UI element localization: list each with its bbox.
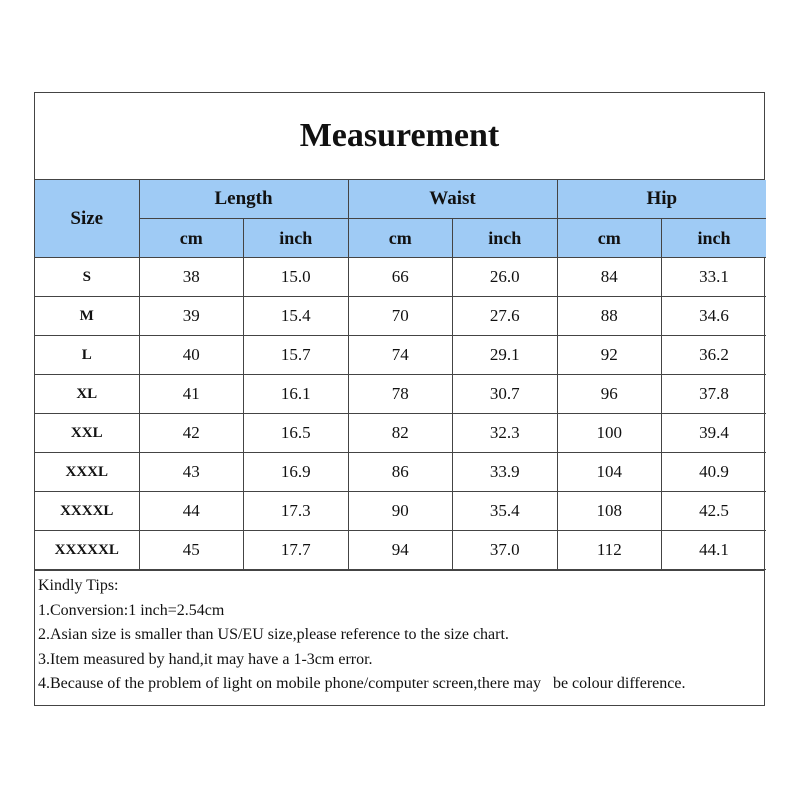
value-cell: 40 [139, 336, 244, 375]
header-unit: inch [244, 219, 349, 258]
value-cell: 27.6 [453, 297, 558, 336]
size-cell: XXXL [35, 453, 139, 492]
size-cell: XXXXXL [35, 531, 139, 570]
tip-line: 4.Because of the problem of light on mobile phone/computer screen,there may be colour difference. [38, 675, 686, 692]
value-cell: 41 [139, 375, 244, 414]
value-cell: 38 [139, 258, 244, 297]
value-cell: 15.7 [244, 336, 349, 375]
header-length: Length [139, 180, 348, 219]
value-cell: 29.1 [453, 336, 558, 375]
value-cell: 39.4 [662, 414, 767, 453]
value-cell: 16.1 [244, 375, 349, 414]
value-cell: 17.7 [244, 531, 349, 570]
size-cell: XXXXL [35, 492, 139, 531]
tips-section [35, 570, 764, 705]
value-cell: 32.3 [453, 414, 558, 453]
value-cell: 86 [348, 453, 453, 492]
value-cell: 30.7 [453, 375, 558, 414]
value-cell: 17.3 [244, 492, 349, 531]
value-cell: 40.9 [662, 453, 767, 492]
value-cell: 104 [557, 453, 662, 492]
size-cell: XL [35, 375, 139, 414]
value-cell: 16.5 [244, 414, 349, 453]
value-cell: 82 [348, 414, 453, 453]
header-unit: inch [453, 219, 558, 258]
header-row-units [35, 219, 766, 258]
value-cell: 45 [139, 531, 244, 570]
size-cell: L [35, 336, 139, 375]
table-row [35, 531, 766, 570]
value-cell: 74 [348, 336, 453, 375]
header-hip: Hip [557, 180, 766, 219]
tip-line: 3.Item measured by hand,it may have a 1-3cm error. [38, 650, 373, 668]
size-cell: M [35, 297, 139, 336]
value-cell: 90 [348, 492, 453, 531]
table-row [35, 492, 766, 531]
value-cell: 66 [348, 258, 453, 297]
value-cell: 37.8 [662, 375, 767, 414]
header-waist: Waist [348, 180, 557, 219]
header-unit: inch [662, 219, 767, 258]
tip-line: 1.Conversion:1 inch=2.54cm [38, 601, 225, 619]
value-cell: 26.0 [453, 258, 558, 297]
size-cell: S [35, 258, 139, 297]
value-cell: 44.1 [662, 531, 767, 570]
table-row [35, 375, 766, 414]
header-unit: cm [557, 219, 662, 258]
tip-line: 2.Asian size is smaller than US/EU size,please reference to the size chart. [38, 626, 509, 643]
header-row-groups [35, 180, 766, 219]
size-cell: XXL [35, 414, 139, 453]
tips-heading: Kindly Tips: [38, 577, 119, 594]
size-table [35, 180, 766, 570]
value-cell: 35.4 [453, 492, 558, 531]
value-cell: 33.9 [453, 453, 558, 492]
value-cell: 42 [139, 414, 244, 453]
value-cell: 36.2 [662, 336, 767, 375]
value-cell: 15.4 [244, 297, 349, 336]
header-size: Size [35, 180, 139, 258]
value-cell: 78 [348, 375, 453, 414]
value-cell: 15.0 [244, 258, 349, 297]
value-cell: 39 [139, 297, 244, 336]
value-cell: 37.0 [453, 531, 558, 570]
value-cell: 92 [557, 336, 662, 375]
value-cell: 33.1 [662, 258, 767, 297]
table-row [35, 258, 766, 297]
table-row [35, 297, 766, 336]
page-title: Measurement [35, 93, 764, 180]
value-cell: 70 [348, 297, 453, 336]
value-cell: 84 [557, 258, 662, 297]
table-row [35, 336, 766, 375]
value-cell: 96 [557, 375, 662, 414]
header-unit: cm [348, 219, 453, 258]
value-cell: 34.6 [662, 297, 767, 336]
value-cell: 43 [139, 453, 244, 492]
value-cell: 88 [557, 297, 662, 336]
header-unit: cm [139, 219, 244, 258]
value-cell: 112 [557, 531, 662, 570]
size-chart [34, 92, 765, 706]
table-row [35, 414, 766, 453]
value-cell: 108 [557, 492, 662, 531]
value-cell: 44 [139, 492, 244, 531]
value-cell: 100 [557, 414, 662, 453]
value-cell: 42.5 [662, 492, 767, 531]
table-row [35, 453, 766, 492]
value-cell: 94 [348, 531, 453, 570]
value-cell: 16.9 [244, 453, 349, 492]
